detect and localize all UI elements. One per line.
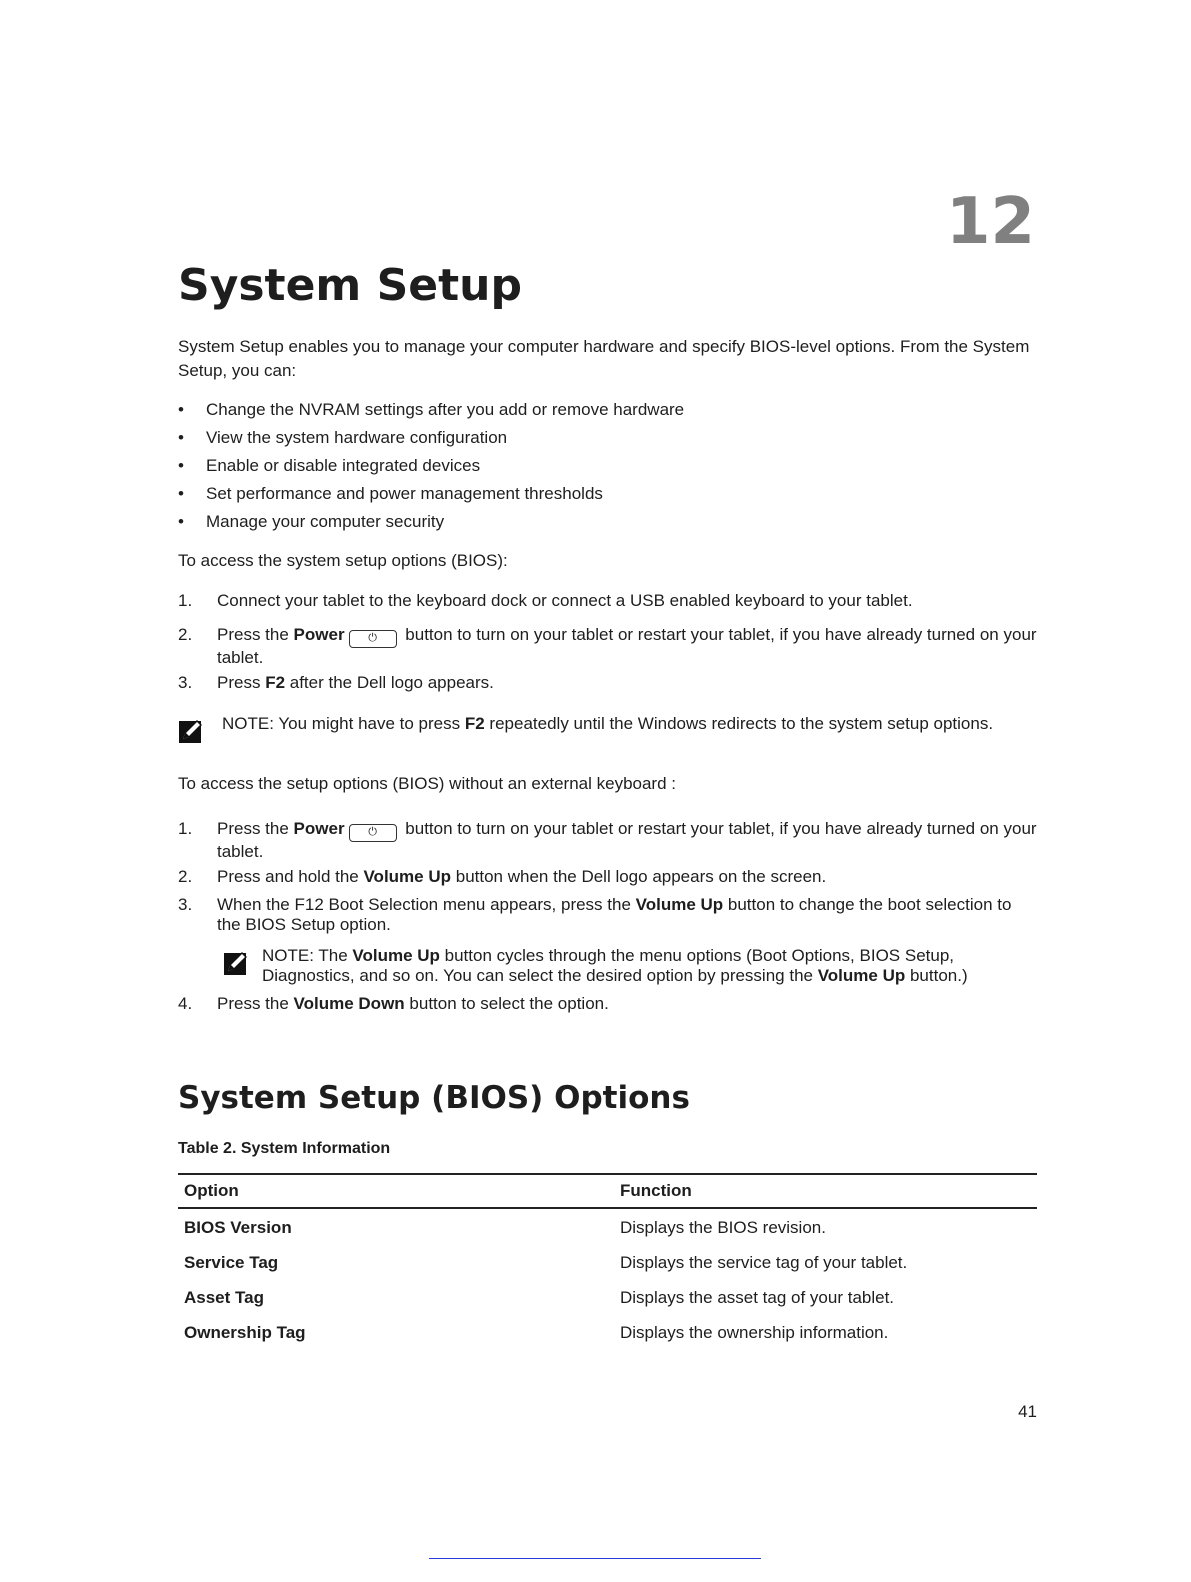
table-row xyxy=(178,1279,1037,1314)
header-option: Option xyxy=(178,1174,614,1208)
note-text-mid: button cycles through the menu options (Boot Options, BIOS Setup, Diagnostics, and so on. You can select the desired option by pressing the xyxy=(262,946,954,985)
table-caption: Table 2. System Information xyxy=(178,1140,391,1157)
step-text xyxy=(217,994,1038,1014)
step-text xyxy=(217,625,1038,668)
footer-divider xyxy=(429,1558,761,1559)
step-number: 1. xyxy=(178,819,193,838)
step-number: 3. xyxy=(178,895,193,914)
capabilities-list xyxy=(178,398,684,538)
step-text-post: button to turn on your tablet or restart your tablet, if you have already turned on your tablet. xyxy=(217,625,1037,667)
step-text xyxy=(217,673,1038,693)
keyboard-step-3 xyxy=(178,673,1038,693)
list-item: • Enable or disable integrated devices xyxy=(178,454,684,482)
step-number: 2. xyxy=(178,625,193,644)
note-pencil-icon xyxy=(178,718,204,744)
step-text xyxy=(217,867,1038,887)
volume-up-label: Volume Up xyxy=(635,895,724,914)
no-keyboard-step-1 xyxy=(178,819,1038,862)
keyboard-step-1 xyxy=(178,591,1038,611)
note-keyboard xyxy=(222,712,1012,736)
header-function: Function xyxy=(614,1174,1037,1208)
function-cell: Displays the ownership information. xyxy=(620,1322,889,1342)
note-text-pre: You might have to press xyxy=(273,714,465,733)
list-item: • View the system hardware configuration xyxy=(178,426,684,454)
step-number: 1. xyxy=(178,591,193,610)
f2-key-label: F2 xyxy=(265,673,286,692)
note-pencil-icon xyxy=(223,950,249,976)
power-key-label: Power xyxy=(293,819,345,838)
option-cell: Asset Tag xyxy=(184,1287,264,1307)
option-cell: Ownership Tag xyxy=(184,1322,306,1342)
step-text-post: after the Dell logo appears. xyxy=(285,673,494,692)
step-text-pre: Press the xyxy=(217,625,294,644)
note-f2-label: F2 xyxy=(464,714,485,733)
step-text xyxy=(217,819,1038,862)
note-text-post: button.) xyxy=(905,966,968,985)
section-title: System Setup (BIOS) Options xyxy=(178,1080,690,1116)
step-text xyxy=(217,895,1038,935)
step-text: Connect your tablet to the keyboard dock or connect a USB enabled keyboard to your tablet. xyxy=(217,591,913,610)
note-text-pre: The xyxy=(313,946,353,965)
volume-down-label: Volume Down xyxy=(293,994,405,1013)
option-cell: Service Tag xyxy=(184,1252,279,1272)
keyboard-step-2 xyxy=(178,625,1038,668)
step-text-pre: Press xyxy=(217,673,266,692)
step-text-pre: Press the xyxy=(217,819,294,838)
volume-up-label: Volume Up xyxy=(363,867,452,886)
table-row xyxy=(178,1208,1037,1244)
page-number: 41 xyxy=(1018,1402,1037,1421)
power-button-icon: ⏻ xyxy=(349,630,397,648)
step-text-pre: Press the xyxy=(217,994,294,1013)
power-button-icon: ⏻ xyxy=(349,824,397,842)
step-text-pre: Press and hold the xyxy=(217,867,364,886)
list-item: • Change the NVRAM settings after you add or remove hardware xyxy=(178,398,684,426)
note-text-post: repeatedly until the Windows redirects to the system setup options. xyxy=(484,714,994,733)
function-cell: Displays the BIOS revision. xyxy=(620,1217,826,1237)
step-number: 4. xyxy=(178,994,193,1013)
chapter-number: 12 xyxy=(945,185,1035,259)
page-title: System Setup xyxy=(178,260,522,311)
intro-paragraph: System Setup enables you to manage your computer hardware and specify BIOS-level options. From the System Setup, you can: xyxy=(178,337,1030,380)
no-keyboard-step-3 xyxy=(178,895,1038,935)
function-cell: Displays the asset tag of your tablet. xyxy=(620,1287,895,1307)
step-number: 3. xyxy=(178,673,193,692)
no-keyboard-heading: To access the setup options (BIOS) without an external keyboard : xyxy=(178,774,676,793)
note-label: NOTE: xyxy=(262,946,314,965)
step-text-post: button to select the option. xyxy=(404,994,609,1013)
step-text-post: button to turn on your tablet or restart your tablet, if you have already turned on your tablet. xyxy=(217,819,1037,861)
list-item: • Set performance and power management thresholds xyxy=(178,482,684,510)
function-cell: Displays the service tag of your tablet. xyxy=(620,1252,908,1272)
note-volume-up-label: Volume Up xyxy=(817,966,906,985)
list-item: • Manage your computer security xyxy=(178,510,684,538)
table-header-row xyxy=(178,1174,1037,1208)
note-volume-up-label: Volume Up xyxy=(352,946,440,965)
table-row xyxy=(178,1314,1037,1349)
system-information-table xyxy=(178,1173,1037,1349)
no-keyboard-step-4 xyxy=(178,994,1038,1014)
step-text-pre: When the F12 Boot Selection menu appears, press the xyxy=(217,895,636,914)
access-heading: To access the system setup options (BIOS): xyxy=(178,551,508,570)
power-key-label: Power xyxy=(293,625,345,644)
step-number: 2. xyxy=(178,867,193,886)
note-no-keyboard xyxy=(262,946,1038,986)
option-cell: BIOS Version xyxy=(184,1217,292,1237)
step-text-post: button to change the boot selection to the BIOS Setup option. xyxy=(217,895,1012,934)
no-keyboard-step-2 xyxy=(178,867,1038,887)
table-row xyxy=(178,1244,1037,1279)
note-label: NOTE: xyxy=(222,714,274,733)
step-text-post: button when the Dell logo appears on the screen. xyxy=(451,867,827,886)
